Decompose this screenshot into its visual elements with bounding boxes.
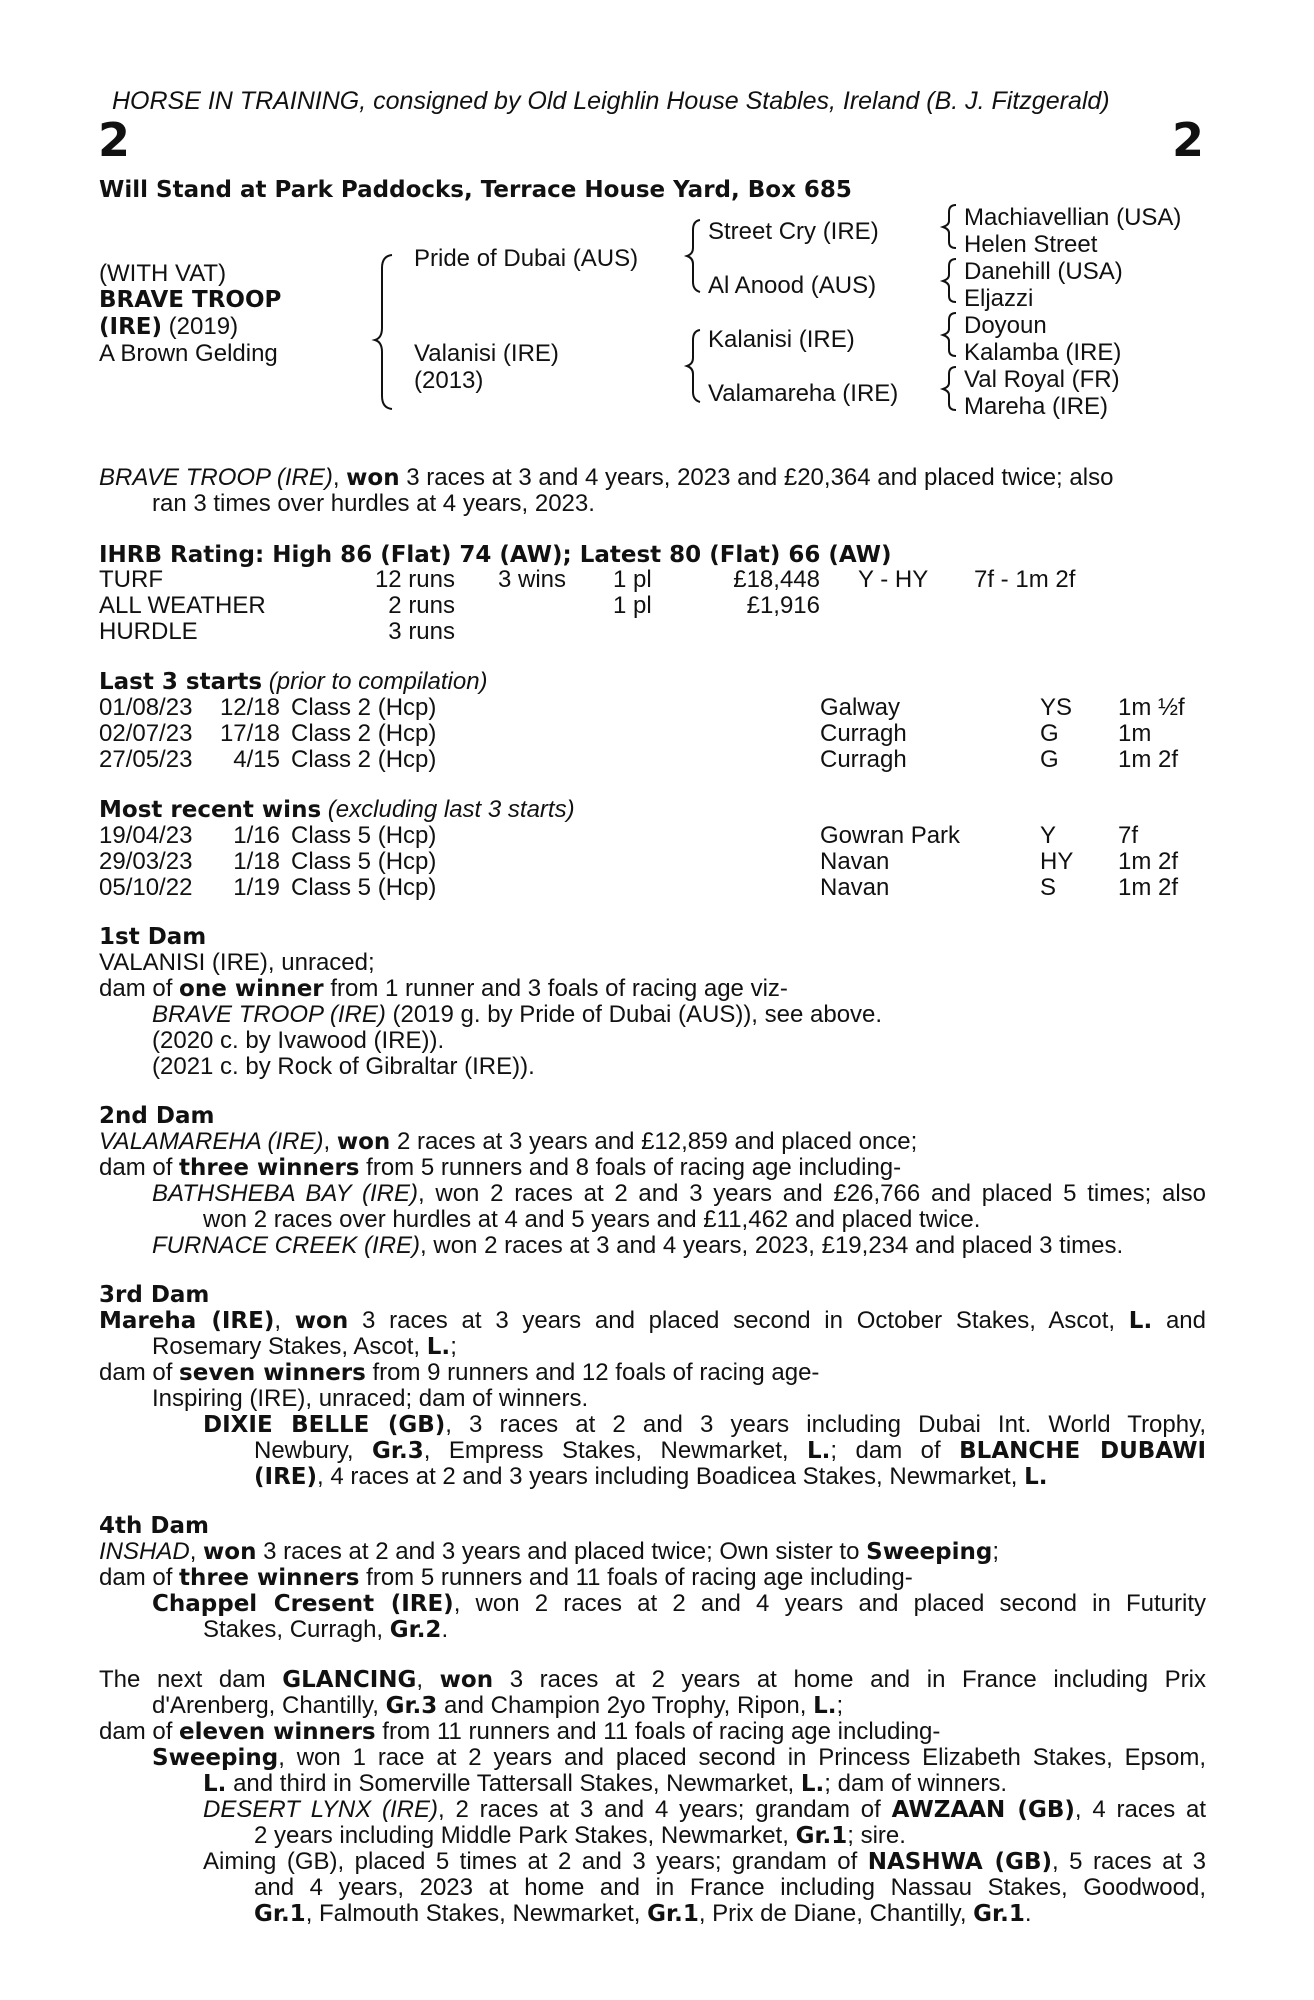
horse-origin-year: (IRE) (2019) xyxy=(99,313,239,340)
gen3-sds: Danehill (USA) xyxy=(964,258,1123,285)
rating-going: Y - HY xyxy=(858,566,929,593)
gen3-sss: Machiavellian (USA) xyxy=(964,204,1182,231)
fourth-dam-line: Chappel Cresent (IRE), won 2 races at 2 and 4 years and placed second in Futurity xyxy=(152,1590,1206,1617)
win-distance: 1m 2f xyxy=(1118,874,1179,901)
sire-bracket xyxy=(687,220,700,292)
sire-name: Pride of Dubai (AUS) xyxy=(414,245,639,272)
gen3-dsd: Kalamba (IRE) xyxy=(964,339,1122,366)
first-dam-line: BRAVE TROOP (IRE) (2019 g. by Pride of Dubai (AUS)), see above. xyxy=(152,1001,883,1028)
second-dam-line: won 2 races over hurdles at 4 and 5 years and £11,462 and placed twice. xyxy=(203,1206,981,1233)
win-class: Class 5 (Hcp) xyxy=(291,848,437,875)
horse-name: BRAVE TROOP xyxy=(99,287,282,313)
start-class: Class 2 (Hcp) xyxy=(291,694,437,721)
rating-money: £18,448 xyxy=(733,566,820,593)
stand-location: Will Stand at Park Paddocks, Terrace House Yard, Box 685 xyxy=(99,177,852,203)
main-bracket xyxy=(375,255,392,409)
win-position: 1/19 xyxy=(233,874,280,901)
dam-sire: Kalanisi (IRE) xyxy=(708,326,855,353)
next-dam-line: The next dam GLANCING, won 3 races at 2 years at home and in France including Prix xyxy=(99,1666,1206,1693)
win-going: HY xyxy=(1040,848,1074,875)
win-distance: 7f xyxy=(1118,822,1139,849)
third-dam-line: Rosemary Stakes, Ascot, L.; xyxy=(152,1333,457,1360)
bracket-ds xyxy=(943,313,956,356)
rating-runs: 2 runs xyxy=(388,592,455,619)
first-dam-line: VALANISI (IRE), unraced; xyxy=(99,949,375,976)
start-class: Class 2 (Hcp) xyxy=(291,746,437,773)
bracket-dd xyxy=(943,367,956,410)
rating-surface: TURF xyxy=(99,566,163,593)
win-going: Y xyxy=(1040,822,1057,849)
start-date: 02/07/23 xyxy=(99,720,193,747)
win-class: Class 5 (Hcp) xyxy=(291,822,437,849)
rating-placed: 1 pl xyxy=(613,592,652,619)
start-date: 27/05/23 xyxy=(99,746,193,773)
start-position: 4/15 xyxy=(233,746,280,773)
start-distance: 1m 2f xyxy=(1118,746,1179,773)
start-course: Curragh xyxy=(820,720,907,747)
gen3-dss: Doyoun xyxy=(964,312,1047,339)
start-going: YS xyxy=(1040,694,1073,721)
lot-number-left: 2 xyxy=(98,113,131,167)
first-dam-line: (2020 c. by Ivawood (IRE)). xyxy=(152,1027,445,1054)
fourth-dam-line: Stakes, Curragh, Gr.2. xyxy=(203,1616,449,1643)
first-dam-line: (2021 c. by Rock of Gibraltar (IRE)). xyxy=(152,1053,535,1080)
dam-name: Valanisi (IRE) xyxy=(414,340,559,367)
third-dam-line: DIXIE BELLE (GB), 3 races at 2 and 3 years including Dubai Int. World Trophy, xyxy=(203,1411,1206,1438)
first-dam-heading: 1st Dam xyxy=(99,924,207,950)
win-position: 1/18 xyxy=(233,848,280,875)
second-dam-line: FURNACE CREEK (IRE), won 2 races at 3 and 4 years, 2023, £19,234 and placed 3 times. xyxy=(152,1232,1124,1259)
dam-dam: Valamareha (IRE) xyxy=(708,380,899,407)
win-class: Class 5 (Hcp) xyxy=(291,874,437,901)
win-course: Navan xyxy=(820,848,890,875)
next-dam-line: and 4 years, 2023 at home and in France including Nassau Stakes, Goodwood, xyxy=(254,1874,1206,1901)
next-dam-line: L. and third in Somerville Tattersall Stakes, Newmarket, L.; dam of winners. xyxy=(203,1770,1008,1797)
second-dam-line: dam of three winners from 5 runners and 8 foals of racing age including- xyxy=(99,1154,902,1181)
win-position: 1/16 xyxy=(233,822,280,849)
gen3-sdd: Eljazzi xyxy=(964,285,1034,312)
sire-dam: Al Anood (AUS) xyxy=(708,272,877,299)
second-dam-line: VALAMAREHA (IRE), won 2 races at 3 years and £12,859 and placed once; xyxy=(99,1128,918,1155)
win-date: 05/10/22 xyxy=(99,874,193,901)
win-date: 19/04/23 xyxy=(99,822,193,849)
dam-year: (2013) xyxy=(414,367,484,394)
recent-wins-heading: Most recent wins (excluding last 3 starts) xyxy=(99,796,575,823)
race-summary-line1: BRAVE TROOP (IRE), won 3 races at 3 and 4 years, 2023 and £20,364 and placed twice; also xyxy=(99,464,1114,491)
rating-title: IHRB Rating: High 86 (Flat) 74 (AW); Latest 80 (Flat) 66 (AW) xyxy=(99,542,892,568)
start-distance: 1m xyxy=(1118,720,1152,747)
win-going: S xyxy=(1040,874,1057,901)
third-dam-line: Mareha (IRE), won 3 races at 3 years and placed second in October Stakes, Ascot, L. and xyxy=(99,1307,1207,1334)
start-class: Class 2 (Hcp) xyxy=(291,720,437,747)
second-dam-line: BATHSHEBA BAY (IRE), won 2 races at 2 and 3 years and £26,766 and placed 5 times; also xyxy=(152,1180,1207,1207)
next-dam-line: Aiming (GB), placed 5 times at 2 and 3 years; grandam of NASHWA (GB), 5 races at 3 xyxy=(203,1848,1206,1875)
rating-placed: 1 pl xyxy=(613,566,652,593)
rating-wins: 3 wins xyxy=(498,566,567,593)
next-dam-line: Gr.1, Falmouth Stakes, Newmarket, Gr.1, Prix de Diane, Chantilly, Gr.1. xyxy=(254,1900,1032,1927)
lot-number-right: 2 xyxy=(1172,113,1205,167)
start-distance: 1m ½f xyxy=(1118,694,1185,721)
start-course: Galway xyxy=(820,694,901,721)
win-course: Navan xyxy=(820,874,890,901)
fourth-dam-line: dam of three winners from 5 runners and 11 foals of racing age including- xyxy=(99,1564,913,1591)
win-date: 29/03/23 xyxy=(99,848,193,875)
rating-surface: HURDLE xyxy=(99,618,198,645)
first-dam-line: dam of one winner from 1 runner and 3 foals of racing age viz- xyxy=(99,975,788,1002)
gen3-ddd: Mareha (IRE) xyxy=(964,393,1109,420)
horse-description: A Brown Gelding xyxy=(99,340,278,367)
start-going: G xyxy=(1040,746,1059,773)
gen3-ssd: Helen Street xyxy=(964,231,1098,258)
next-dam-line: Sweeping, won 1 race at 2 years and placed second in Princess Elizabeth Stakes, Epsom, xyxy=(152,1744,1206,1771)
win-distance: 1m 2f xyxy=(1118,848,1179,875)
next-dam-line: DESERT LYNX (IRE), 2 races at 3 and 4 years; grandam of AWZAAN (GB), 4 races at xyxy=(203,1796,1207,1823)
rating-distance: 7f - 1m 2f xyxy=(974,566,1076,593)
gen3-dds: Val Royal (FR) xyxy=(964,366,1120,393)
fourth-dam-heading: 4th Dam xyxy=(99,1513,209,1539)
third-dam-heading: 3rd Dam xyxy=(99,1282,210,1308)
fourth-dam-line: INSHAD, won 3 races at 2 and 3 years and placed twice; Own sister to Sweeping; xyxy=(99,1538,999,1565)
bracket-sd xyxy=(943,259,956,302)
third-dam-line: Newbury, Gr.3, Empress Stakes, Newmarket, L.; dam of BLANCHE DUBAWI xyxy=(254,1437,1207,1464)
rating-runs: 3 runs xyxy=(388,618,455,645)
third-dam-line: (IRE), 4 races at 2 and 3 years including Boadicea Stakes, Newmarket, L. xyxy=(254,1463,1048,1490)
start-position: 12/18 xyxy=(219,694,280,721)
next-dam-line: 2 years including Middle Park Stakes, Newmarket, Gr.1; sire. xyxy=(254,1822,906,1849)
start-date: 01/08/23 xyxy=(99,694,193,721)
rating-money: £1,916 xyxy=(746,592,820,619)
dam-bracket xyxy=(687,330,700,402)
next-dam-line: d'Arenberg, Chantilly, Gr.3 and Champion 2yo Trophy, Ripon, L.; xyxy=(152,1692,844,1719)
second-dam-heading: 2nd Dam xyxy=(99,1103,215,1129)
third-dam-line: dam of seven winners from 9 runners and 12 foals of racing age- xyxy=(99,1359,820,1386)
start-position: 17/18 xyxy=(219,720,280,747)
rating-runs: 12 runs xyxy=(374,566,455,593)
third-dam-line: Inspiring (IRE), unraced; dam of winners. xyxy=(152,1385,589,1412)
win-course: Gowran Park xyxy=(820,822,961,849)
bracket-ss xyxy=(943,205,956,248)
consignor-line: HORSE IN TRAINING, consigned by Old Leighlin House Stables, Ireland (B. J. Fitzgerald) xyxy=(112,87,1110,115)
start-course: Curragh xyxy=(820,746,907,773)
start-going: G xyxy=(1040,720,1059,747)
race-summary-line2: ran 3 times over hurdles at 4 years, 2023. xyxy=(152,490,595,517)
next-dam-line: dam of eleven winners from 11 runners and 11 foals of racing age including- xyxy=(99,1718,941,1745)
sire-sire: Street Cry (IRE) xyxy=(708,218,879,245)
rating-surface: ALL WEATHER xyxy=(99,592,266,619)
vat-note: (WITH VAT) xyxy=(99,260,227,287)
last-starts-heading: Last 3 starts (prior to compilation) xyxy=(99,668,488,695)
